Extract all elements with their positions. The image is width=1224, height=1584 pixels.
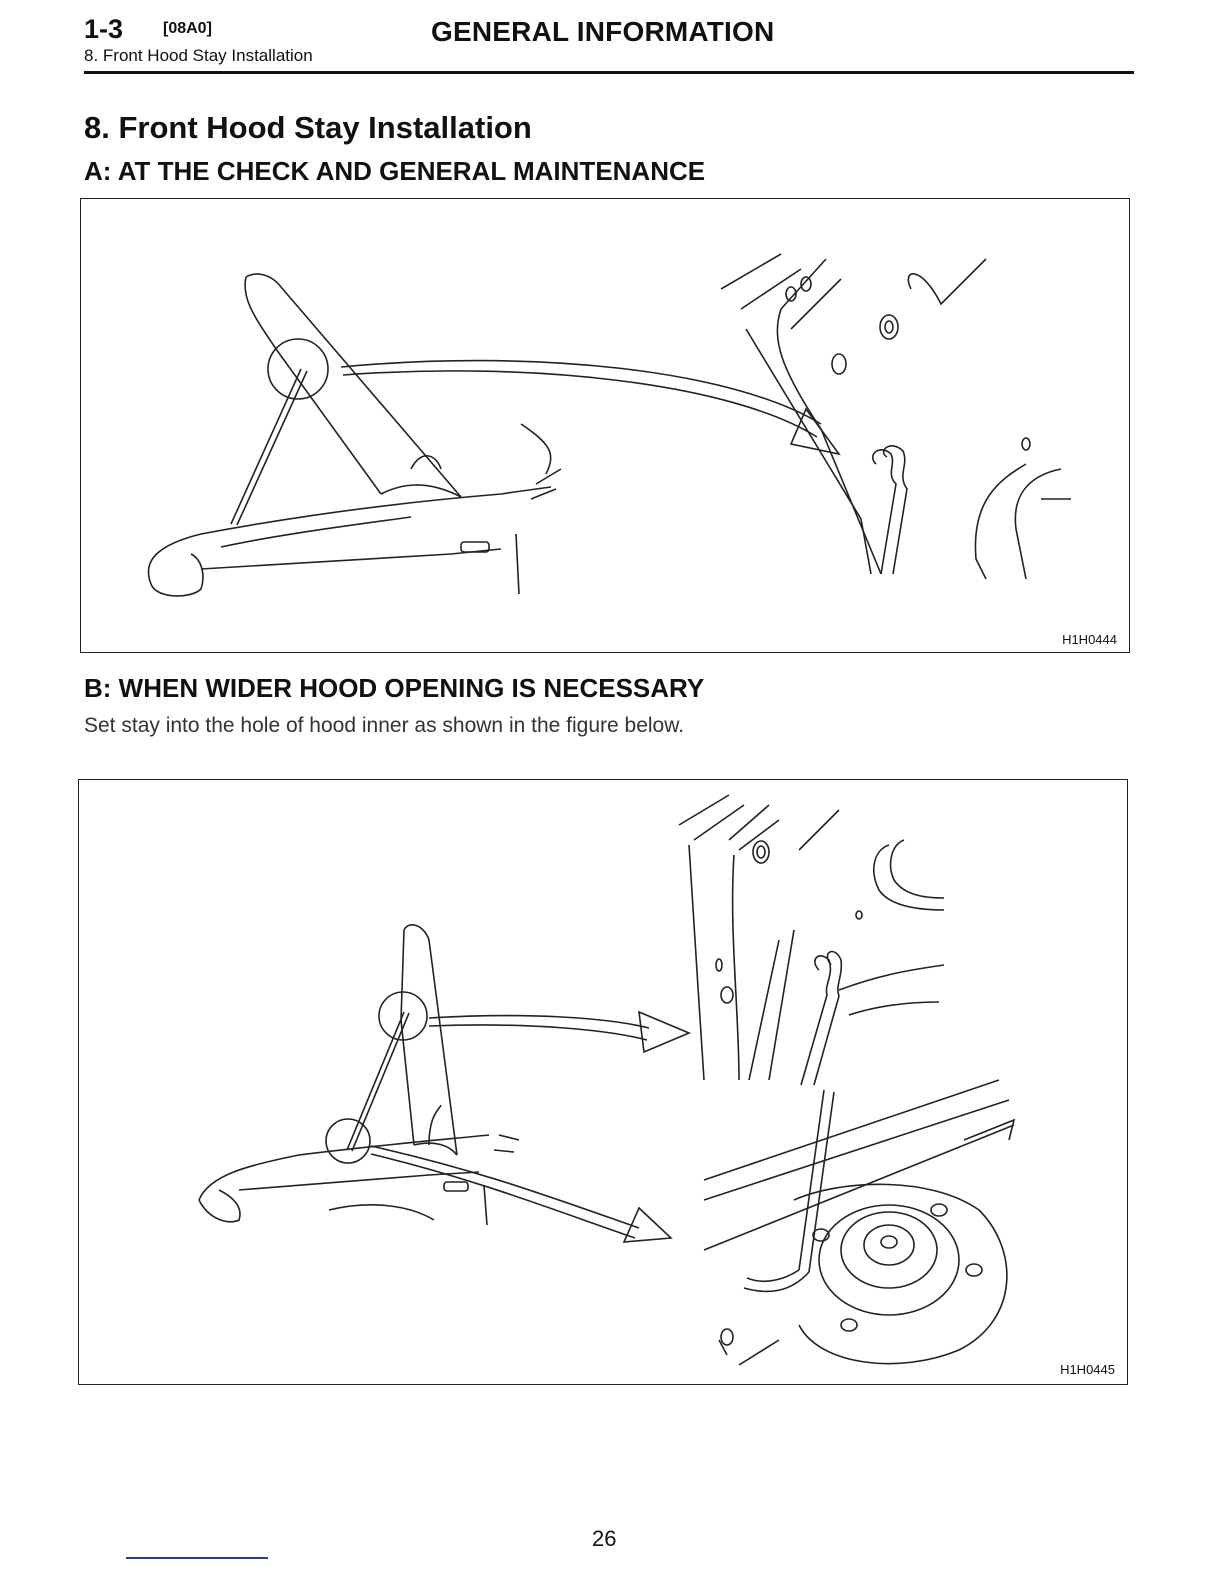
section-a-heading: A: AT THE CHECK AND GENERAL MAINTENANCE bbox=[84, 156, 706, 186]
section-code: [08A0] bbox=[163, 20, 212, 37]
header-title: GENERAL INFORMATION bbox=[431, 16, 775, 47]
figure-a-id: H1H0444 bbox=[1062, 632, 1117, 647]
figure-a bbox=[80, 198, 1130, 653]
page-title: 8. Front Hood Stay Installation bbox=[84, 110, 532, 145]
figure-b-id: H1H0445 bbox=[1060, 1362, 1115, 1377]
header-subtitle: 8. Front Hood Stay Installation bbox=[84, 46, 313, 65]
figure-b-illustration bbox=[79, 780, 1129, 1386]
header-divider bbox=[84, 71, 1134, 74]
figure-b bbox=[78, 779, 1128, 1385]
footer-link-underline[interactable] bbox=[126, 1557, 268, 1559]
section-b-heading: B: WHEN WIDER HOOD OPENING IS NECESSARY bbox=[84, 673, 705, 703]
page-number: 26 bbox=[592, 1526, 617, 1551]
section-b-instruction: Set stay into the hole of hood inner as shown in the figure below. bbox=[84, 714, 685, 737]
figure-a-illustration bbox=[81, 199, 1131, 654]
section-number: 1-3 bbox=[84, 14, 124, 44]
